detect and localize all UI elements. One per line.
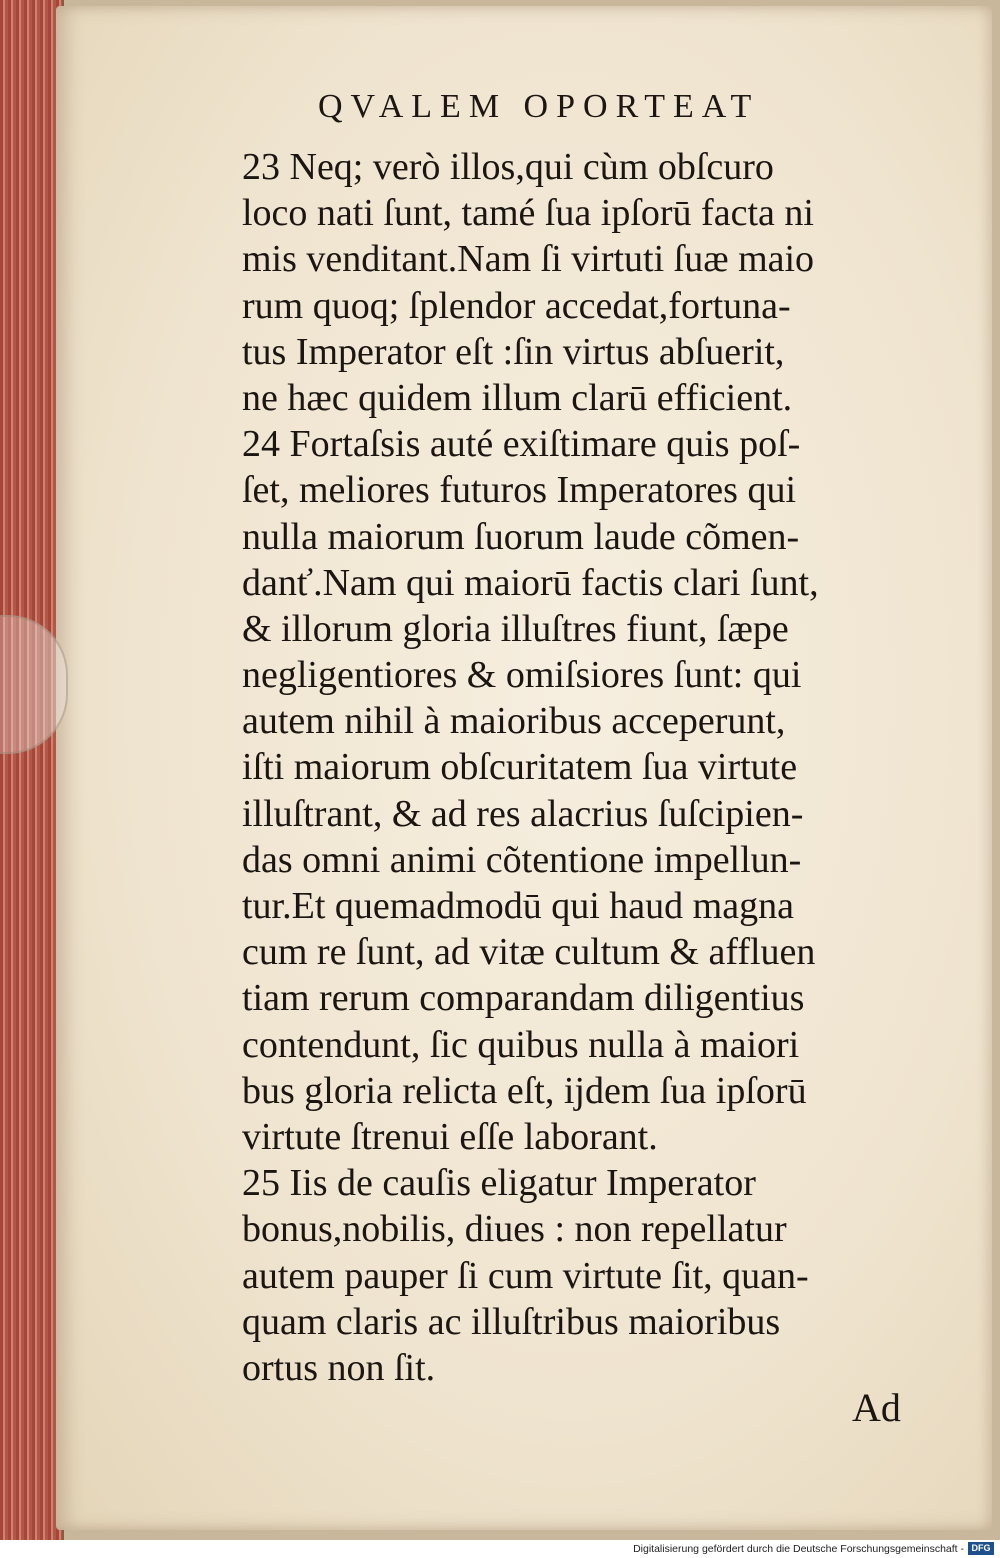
text-line: autem pauper ſi cum virtute ſit, quan- [242,1254,809,1297]
text-line: contendunt, ſic quibus nulla à maiori [242,1023,800,1066]
text-line: rum quoq; ſplendor accedat,fortuna- [242,284,791,327]
text-line: 24 Fortaſsis auté exiſtimare quis poſ- [242,423,801,466]
page-edge [0,0,64,1540]
text-line: tus Imperator eſt :ſin virtus abſuerit, [242,330,785,373]
text-line: quam claris ac illuſtribus maioribus [242,1300,781,1343]
text-line: 25 Iis de cauſis eligatur Imperator [242,1162,756,1205]
text-block [242,144,922,1391]
text-line: 23 Neq; verò illos,qui cùm obſcuro [242,146,774,188]
text-line: ſet, meliores futuros Imperatores qui [242,469,797,512]
text-line: danť.Nam qui maiorū factis clari ſunt, [242,561,819,604]
text-line: autem nihil à maioribus acceperunt, [242,700,786,743]
text-line: nulla maiorum ſuorum laude cõmen- [242,515,800,558]
text-line: illuſtrant, & ad res alacrius ſuſcipien- [242,792,804,835]
text-line: loco nati ſunt, tamé ſua ipſorū facta ni [242,192,814,235]
text-line: virtute ſtrenui eſſe laborant. [242,1115,658,1158]
text-line: tur.Et quemadmodū qui haud magna [242,885,794,927]
digitization-footer [0,1540,1000,1558]
text-line: bus gloria relicta eſt, ijdem ſua ipſorū [242,1069,807,1112]
text-line: tiam rerum comparandam diligentius [242,977,805,1020]
catchword: Ad [852,1385,901,1430]
footer-credit: Digitalisierung gefördert durch die Deutsche Forschungsgemeinschaft - [633,1543,964,1555]
text-line: & illorum gloria illuſtres fiunt, ſæpe [242,607,789,650]
text-line: negligentiores & omiſsiores ſunt: qui [242,654,802,697]
text-line: bonus,nobilis, diues : non repellatur [242,1208,787,1251]
text-line: cum re ſunt, ad vitæ cultum & affluen [242,931,816,974]
dfg-logo: DFG [968,1542,994,1555]
text-line: das omni animi cõtentione impellun- [242,838,802,881]
text-line: ortus non ſit. [242,1346,436,1389]
text-line: mis venditant.Nam ſi virtuti ſuæ maio [242,238,815,281]
text-line: iſti maiorum obſcuritatem ſua virtute [242,746,798,789]
running-head: QVALEM OPORTEAT [318,88,760,125]
text-line: ne hæc quidem illum clarū efficient. [242,376,793,419]
